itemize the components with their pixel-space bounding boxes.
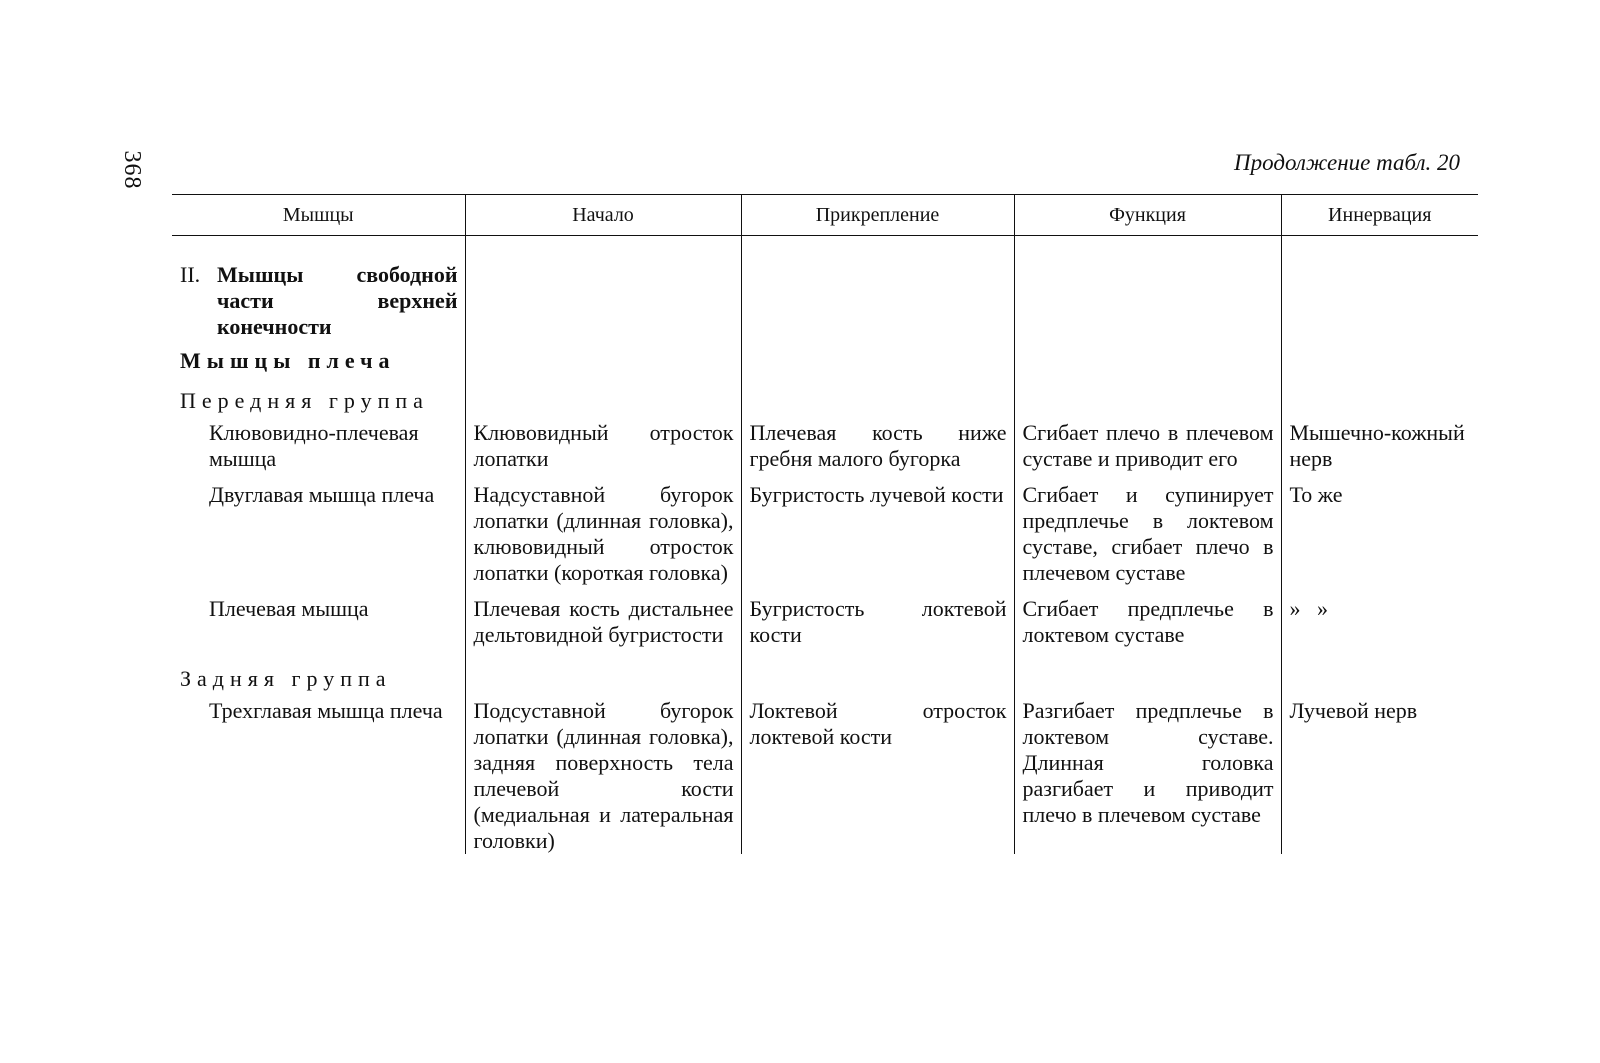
insertion-cell: Плечевая кость ниже гребня малого бугорка [741, 420, 1014, 482]
section-row [172, 236, 1478, 341]
group-title-front: Передняя группа [180, 388, 429, 413]
header-innervation: Иннервация [1281, 195, 1478, 236]
muscle-name: Трехглавая мышца плеча [209, 698, 443, 723]
insertion-cell: Локтевой отросток локтевой кости [741, 698, 1014, 854]
innervation-cell: То же [1281, 482, 1478, 596]
page-number: 368 [119, 150, 145, 190]
origin-cell: Клювовидный отросток лопатки [465, 420, 741, 482]
table-header-row [172, 195, 1478, 236]
function-cell: Разгибает предплечье в локтевом суставе. Длинная головка разгибает и приводит плечо в плечевом суставе [1014, 698, 1281, 854]
insertion-cell: Бугристость локтевой кости [741, 596, 1014, 658]
muscle-name: Плечевая мышца [209, 596, 369, 621]
subsection-row [172, 340, 1478, 380]
subsection-title: Мышцы плеча [180, 348, 396, 373]
function-cell: Сгибает и супинирует предплечье в локтевом суставе, сгибает плечо в плечевом суставе [1014, 482, 1281, 596]
section-title [180, 262, 458, 340]
insertion-cell: Бугристость лучевой кости [741, 482, 1014, 596]
table-continuation-label: Продолжение табл. 20 [1234, 150, 1460, 175]
function-cell: Сгибает предплечье в локтевом суставе [1014, 596, 1281, 658]
header-insertion: Прикрепление [741, 195, 1014, 236]
table-row [172, 420, 1478, 482]
section-title-text: Мышцы свободной части верхней конечности [217, 262, 458, 339]
table-row [172, 482, 1478, 596]
section-numeral: II. [180, 262, 201, 287]
group-row-back [172, 658, 1478, 698]
table-row [172, 698, 1478, 854]
header-function: Функция [1014, 195, 1281, 236]
origin-cell: Подсуставной бугорок лопатки (длинная головка), задняя поверхность тела плечевой кости (медиальная и латеральная головки) [465, 698, 741, 854]
origin-cell: Надсуставной бугорок лопатки (длинная головка), клювовидный отросток лопатки (короткая головка) [465, 482, 741, 596]
muscle-name: Двуглавая мышца плеча [209, 482, 435, 507]
innervation-cell: Мышечно-кожный нерв [1281, 420, 1478, 482]
group-row-front [172, 380, 1478, 420]
header-origin: Начало [465, 195, 741, 236]
innervation-cell: Лучевой нерв [1281, 698, 1478, 854]
origin-cell: Плечевая кость дистальнее дельтовидной бугристости [465, 596, 741, 658]
muscle-name: Клювовидно-плечевая мышца [209, 420, 419, 471]
table-row [172, 596, 1478, 658]
innervation-cell: » » [1281, 596, 1478, 658]
header-muscles: Мышцы [172, 195, 465, 236]
muscle-table [172, 194, 1478, 854]
function-cell: Сгибает плечо в плечевом суставе и приводит его [1014, 420, 1281, 482]
group-title-back: Задняя группа [180, 666, 392, 691]
